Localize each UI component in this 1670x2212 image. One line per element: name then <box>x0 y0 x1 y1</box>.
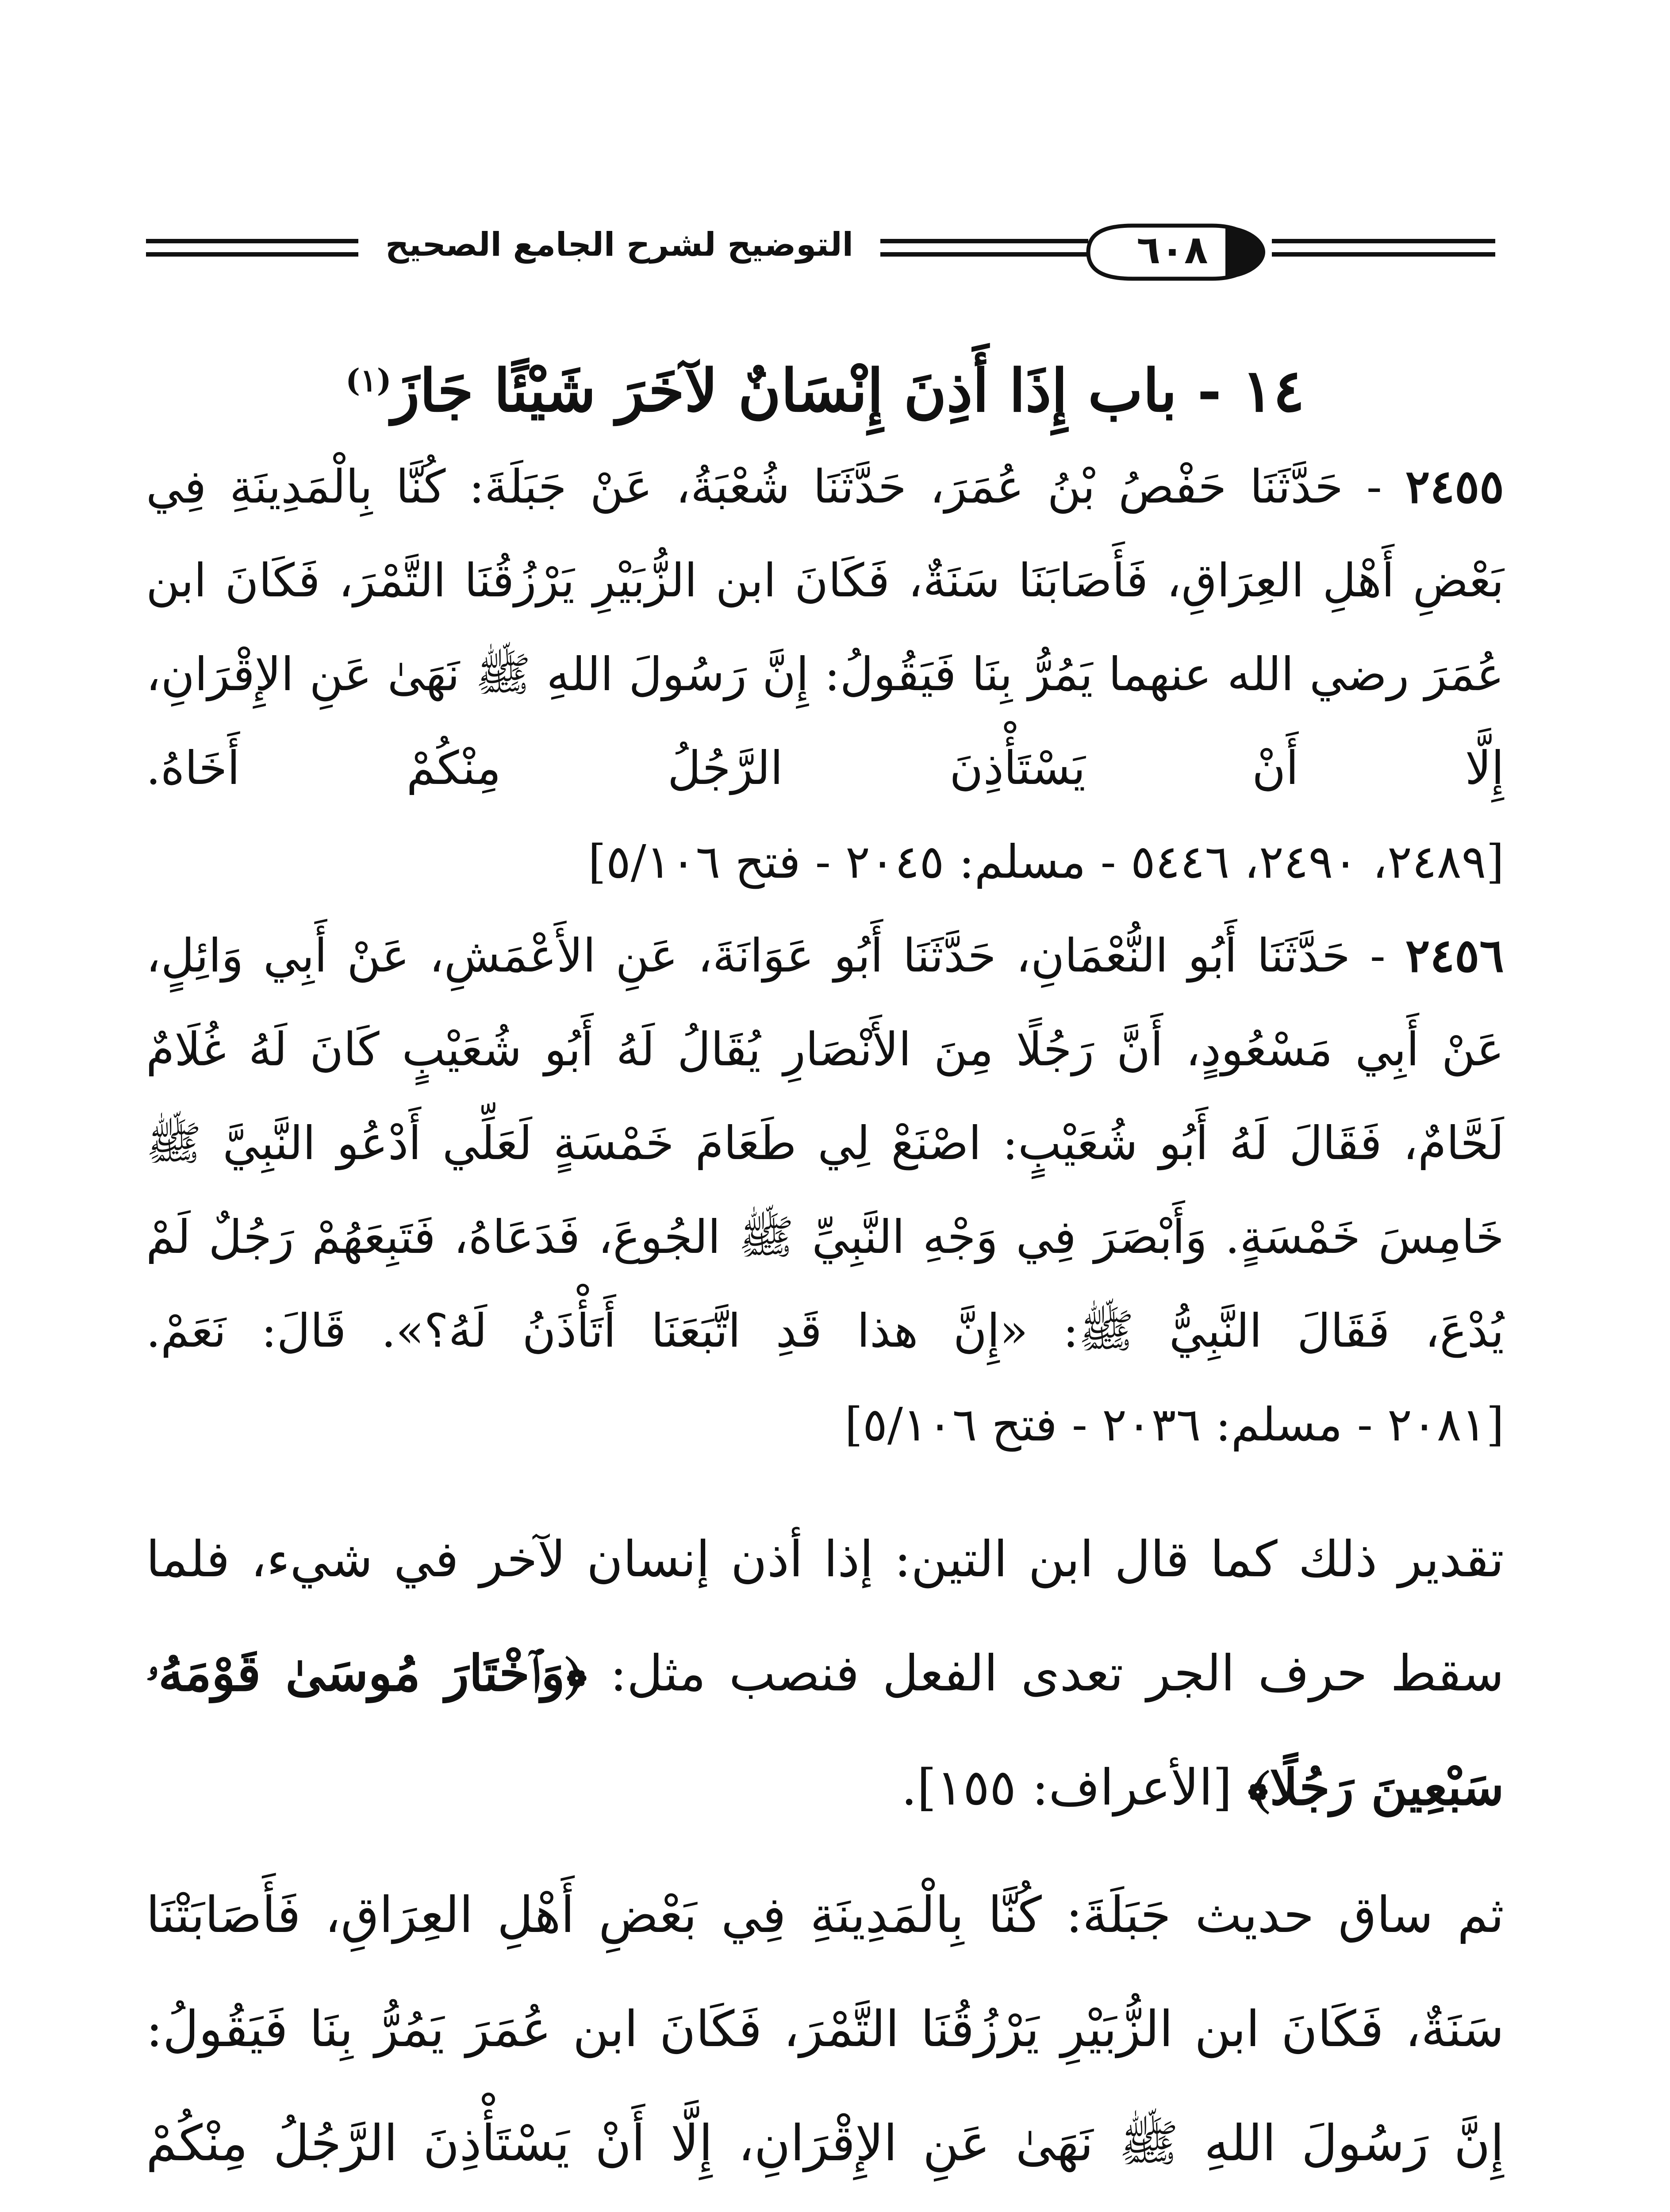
header-rule-left-2 <box>146 252 358 257</box>
hadith-2455 <box>146 440 1504 909</box>
hadith-reference: [٢٤٨٩، ٢٤٩٠، ٥٤٤٦ - مسلم: ٢٠٤٥ - فتح ٥/١٠٦] <box>588 835 1504 889</box>
hadith-reference: [٢٠٨١ - مسلم: ٢٠٣٦ - فتح ٥/١٠٦] <box>845 1398 1504 1452</box>
verse-source: [الأعراف: ١٥٥]. <box>901 1759 1232 1816</box>
quran-verse: ﴿وَٱخْتَارَ مُوسَىٰ قَوْمَهُۥ سَبْعِينَ رَجُلًا﴾ <box>146 1644 1504 1816</box>
hadith-2456 <box>146 909 1504 1471</box>
header-rule-right-2 <box>1272 252 1495 257</box>
page-number-frame <box>1079 219 1270 285</box>
page-header <box>146 208 1495 305</box>
header-rule-middle-2 <box>880 252 1088 257</box>
hadith-text: - حَدَّثَنَا أَبُو النُّعْمَانِ، حَدَّثَنَا أَبُو عَوَانَةَ، عَنِ الأَعْمَشِ، عَنْ أَبِي وَائِلٍ، عَنْ أَبِي مَسْعُودٍ، أَنَّ رَجُلًا مِنَ الأَنْصَارِ يُقَالُ لَهُ أَبُو شُعَيْبٍ كَانَ لَهُ غُلَامٌ لَحَّامٌ، فَقَالَ لَهُ أَبُو شُعَيْبٍ: اصْنَعْ لِي طَعَامَ خَمْسَةٍ لَعَلِّي أَدْعُو النَّبِيَّ ﷺ خَامِسَ خَمْسَةٍ. وَأَبْصَرَ فِي وَجْهِ النَّبِيِّ ﷺ الجُوعَ، فَدَعَاهُ، فَتَبِعَهُمْ رَجُلٌ لَمْ يُدْعَ، فَقَالَ النَّبِيُّ ﷺ: «إِنَّ هذا قَدِ اتَّبَعَنَا أَتَأْذَنُ لَهُ؟». قَالَ: نَعَمْ. <box>146 929 1504 1358</box>
footnote-marker: (١) <box>346 362 392 399</box>
chapter-heading <box>146 336 1504 435</box>
running-title: التوضيح لشرح الجامع الصحيح <box>385 226 854 264</box>
header-rule-right <box>1272 239 1495 243</box>
commentary-text: تقدير ذلك كما قال ابن التين: إذا أذن إنسان لآخر في شيء، فلما سقط حرف الجر تعدى الفعل فنصب مثل: <box>146 1531 1505 1702</box>
header-rule-middle <box>880 239 1088 243</box>
page-body <box>146 336 1504 2212</box>
hadith-text: - حَدَّثَنَا حَفْصُ بْنُ عُمَرَ، حَدَّثَنَا شُعْبَةُ، عَنْ جَبَلَةَ: كُنَّا بِالْمَدِينَةِ فِي بَعْضِ أَهْلِ العِرَاقِ، فَأَصَابَنَا سَنَةٌ، فَكَانَ ابن الزُّبَيْرِ يَرْزُقُنَا التَّمْرَ، فَكَانَ ابن عُمَرَ رضي الله عنهما يَمُرُّ بِنَا فَيَقُولُ: إِنَّ رَسُولَ اللهِ ﷺ نَهَىٰ عَنِ الإِقْرَانِ، إِلَّا أَنْ يَسْتَأْذِنَ الرَّجُلُ مِنْكُمْ أَخَاهُ. <box>146 460 1504 795</box>
commentary-paragraph <box>146 1502 1504 1845</box>
hadith-number: ٢٤٥٥ <box>1405 459 1504 514</box>
chapter-title: ١٤ - باب إِذَا أَذِنَ إِنْسَانٌ لآخَرَ شَيْئًا جَازَ <box>391 357 1305 425</box>
commentary-paragraph: ثم ساق حديث جَبَلَةَ: كُنَّا بِالْمَدِينَةِ فِي بَعْضِ أَهْلِ العِرَاقِ، فَأَصَابَتْنَا سَنَةٌ، فَكَانَ ابن الزُّبَيْرِ يَرْزُقُنَا التَّمْرَ، فَكَانَ ابن عُمَرَ يَمُرُّ بِنَا فَيَقُولُ: إِنَّ رَسُولَ اللهِ ﷺ نَهَىٰ عَنِ الإِقْرَانِ، إِلَّا أَنْ يَسْتَأْذِنَ الرَّجُلُ مِنْكُمْ <box>146 1886 1504 2172</box>
page-number: ٦٠٨ <box>1136 227 1208 273</box>
header-rule-left <box>146 239 358 243</box>
hadith-number: ٢٤٥٦ <box>1405 928 1504 983</box>
